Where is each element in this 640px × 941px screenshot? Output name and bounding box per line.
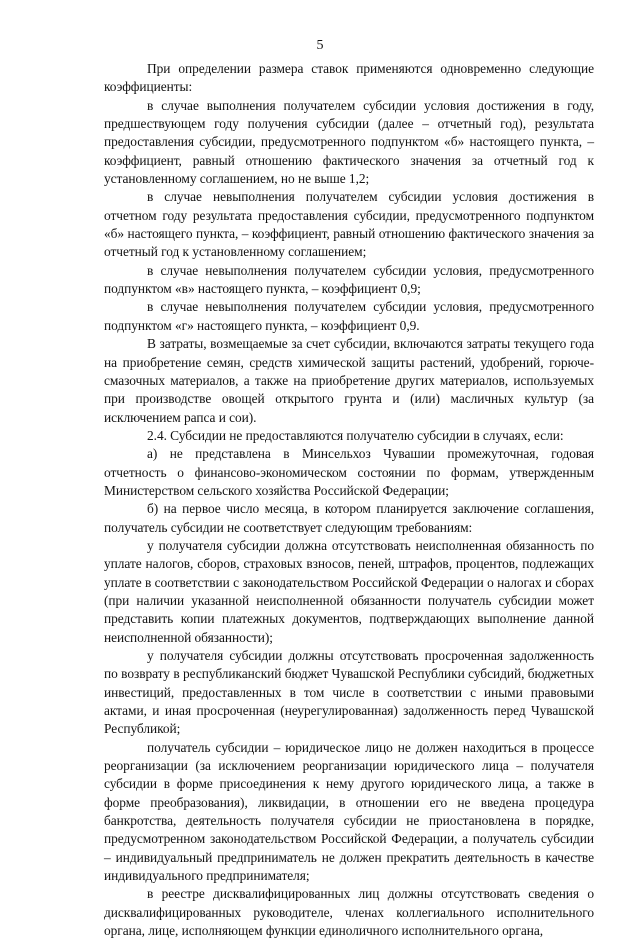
paragraph-coefficients-intro: При определении размера ставок применяются одновременно следующие коэффициенты: [104,61,594,95]
paragraph-coefficient-not-fulfilled-b: в случае невыполнения получателем субсидии условия достижения в отчетном году результата предоставления субсидии, предусмотренного подпунктом «б» настоящего пункта, – коэффициент, равный отношению фактического значения за отчетный год к установленному соглашением; [104,189,594,260]
page-number: 5 [316,38,324,53]
paragraph-coefficient-fulfilled: в случае выполнения получателем субсидии условия достижения в году, предшествующем году получения субсидии (далее – отчетный год), результата предоставления субсидии, предусмотренного подпунктом «б» настоящего пункта, – коэффициент, равный отношению фактического значения за отчетный год к установленному соглашением, но не выше 1,2; [104,97,594,187]
paragraph-case-b: б) на первое число месяца, в котором планируется заключение соглашения, получатель субсидии не соответствует следующим требованиям: [104,501,594,535]
paragraph-reimbursed-costs: В затраты, возмещаемые за счет субсидии, включаются затраты текущего года на приобретение семян, средств химической защиты растений, удобрений, горюче-смазочных материалов, а также на приобретение других материалов, используемых при производстве овощей открытого грунта и (или) масличных культур (за исключением рапса и сои). [104,336,594,425]
paragraph-coefficient-not-fulfilled-g: в случае невыполнения получателем субсидии условия, предусмотренного подпунктом «г» настоящего пункта, – коэффициент 0,9. [104,299,594,333]
document-body [104,60,594,941]
paragraph-requirement-disqualified: в реестре дисквалифицированных лиц должны отсутствовать сведения о дисквалифицированных руководителе, членах коллегиального исполнительного органа, лице, исполняющем функции единоличного исполнительного органа, [104,886,594,939]
paragraph-requirement-taxes: у получателя субсидии должна отсутствовать неисполненная обязанность по уплате налогов, сборов, страховых взносов, пеней, штрафов, процентов, подлежащих уплате в соответствии с законодательством Российской Федерации о налогах и сборах (при наличии указанной неисполненной обязанности получатель субсидии может представить копии платежных документов, подтверждающих выполнение данной неисполненной обязанности); [104,537,594,645]
paragraph-requirement-debt: у получателя субсидии должны отсутствовать просроченная задолженность по возврату в республиканский бюджет Чувашской Республики субсидий, бюджетных инвестиций, предоставленных в том числе в соответствии с иными правовыми актами, и иная просроченная (неурегулированная) задолженность перед Чувашской Республикой; [104,648,594,737]
paragraph-section-2-4: 2.4. Субсидии не предоставляются получателю субсидии в случаях, если: [147,427,564,443]
paragraph-coefficient-not-fulfilled-v: в случае невыполнения получателем субсидии условия, предусмотренного подпунктом «в» настоящего пункта, – коэффициент 0,9; [104,262,594,297]
paragraph-requirement-reorganization: получатель субсидии – юридическое лицо не должен находиться в процессе реорганизации (за исключением реорганизации юридического лица – получателя субсидии в форме присоединения к нему другого юридического лица, а также в форме преобразования), ликвидации, в отношении его не введена процедура банкротства, деятельность получателя субсидии не приостановлена в порядке, предусмотренном законодательством Российской Федерации, а получатель субсидии – индивидуальный предприниматель не должен прекратить деятельность в качестве индивидуального предпринимателя; [104,739,594,884]
paragraph-case-a: а) не представлена в Минсельхоз Чувашии промежуточная, годовая отчетность о финансово-экономическом состоянии по формам, утвержденным Министерством сельского хозяйства Российской Федерации; [104,446,594,498]
